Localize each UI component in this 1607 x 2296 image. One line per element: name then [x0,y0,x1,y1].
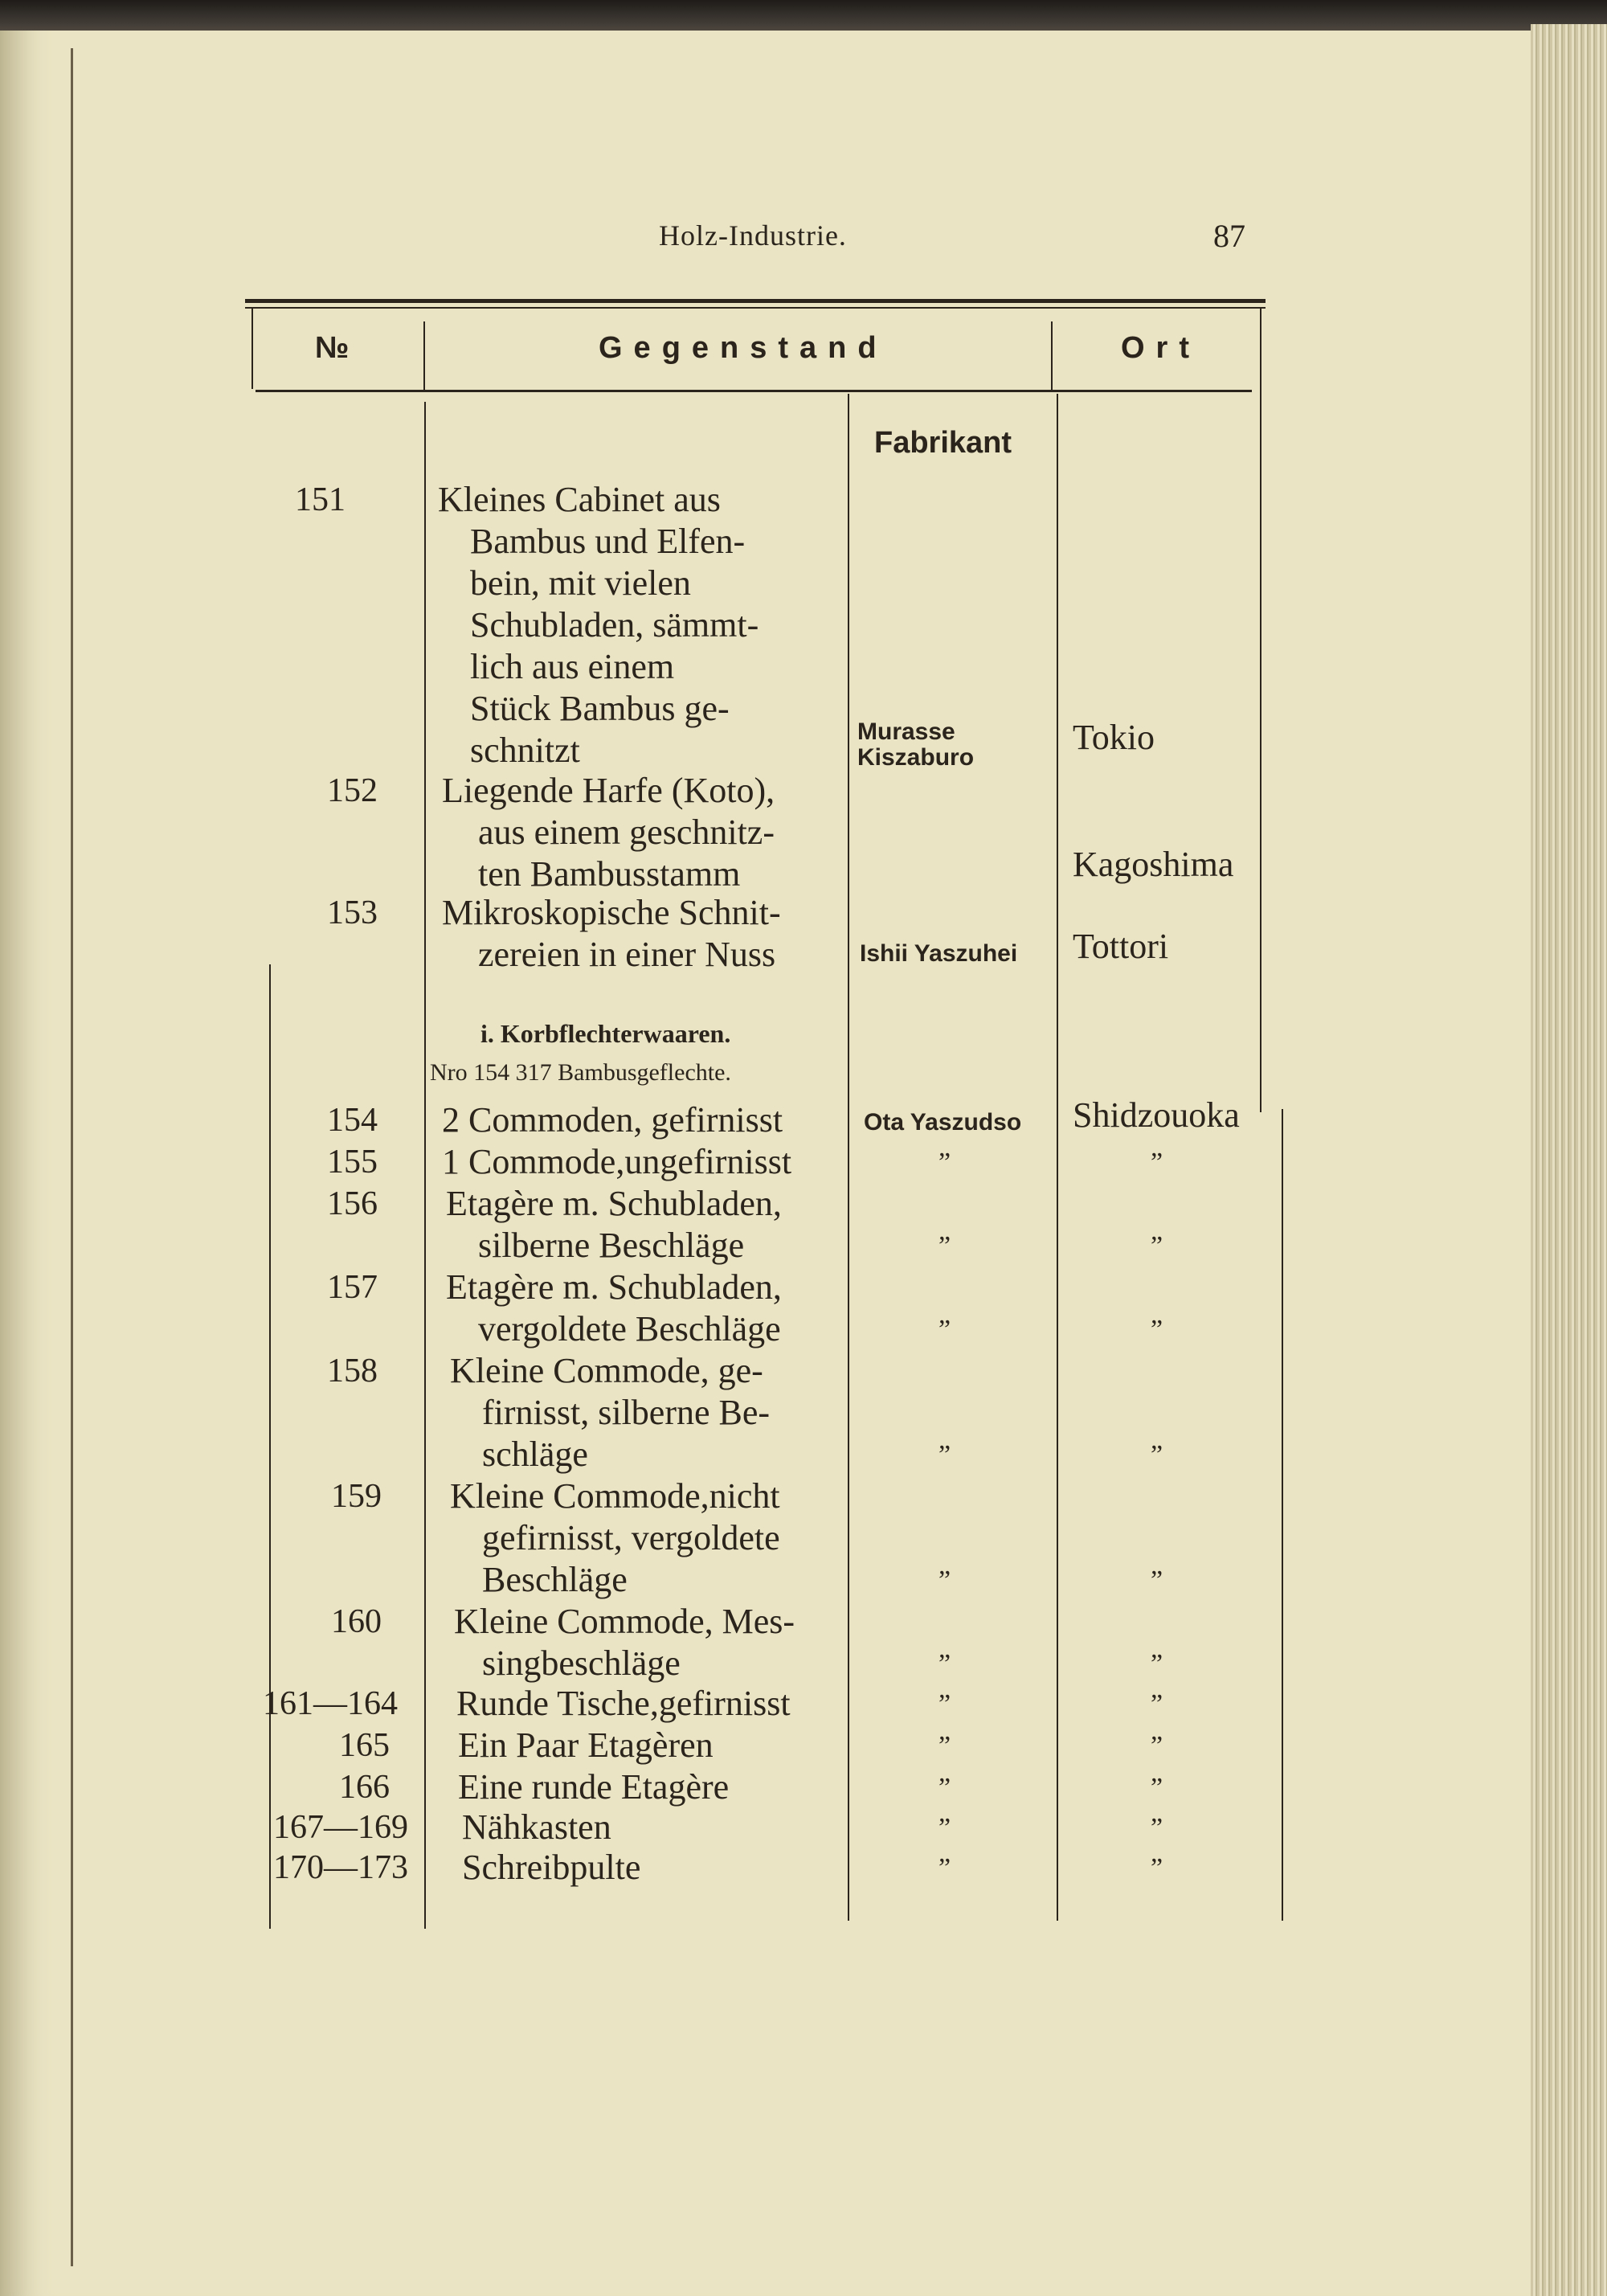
row-number: 156 [327,1185,378,1222]
ditto-mark: ” [938,1440,951,1470]
item-text: 1 Commode,ungefirnisst [442,1142,792,1181]
item-text: schläge [482,1434,588,1474]
row-number: 159 [331,1478,382,1515]
row-number: 155 [327,1144,378,1181]
maker-name: Ota Yaszudso [864,1109,1022,1136]
maker-name: Ishii Yaszuhei [860,940,1018,967]
column-header-no: № [315,331,350,365]
ditto-mark: ” [938,1231,951,1261]
item-text: Schreibpulte [462,1848,641,1887]
gutter-fold [71,48,73,2266]
header-bottom-rule [256,390,1252,392]
place-name: Tottori [1073,927,1169,966]
table-left-border [251,309,253,389]
item-text: ten Bambusstamm [478,854,741,894]
ditto-mark: ” [1151,1731,1163,1761]
page-number: 87 [1213,218,1245,254]
section-title: i. Korbflechterwaaren. [480,1019,731,1048]
row-number: 170—173 [273,1849,408,1886]
table-right-border [1260,309,1261,1112]
item-text: firnisst, silberne Be- [482,1393,771,1432]
item-text: Etagère m. Schubladen, [446,1184,782,1223]
ditto-mark: ” [938,1565,951,1595]
place-name: Shidzouoka [1073,1095,1240,1135]
ditto-mark: ” [1151,1440,1163,1470]
row-number: 167—169 [273,1809,408,1846]
item-text: Beschläge [482,1560,628,1599]
table-top-rule-thin [245,307,1266,309]
place-column-rule [1057,394,1058,1921]
row-number: 153 [327,894,378,931]
row-number: 165 [339,1727,390,1764]
item-text: Nähkasten [462,1807,611,1847]
maker-name: Murasse Kiszaburo [857,718,975,771]
place-name: Kagoshima [1073,845,1234,884]
row-number: 158 [327,1353,378,1389]
item-text: Kleine Commode, Mes- [454,1602,795,1641]
item-text: aus einem geschnitz- [478,812,775,852]
row-number: 154 [327,1102,378,1139]
right-outer-rule [1282,1109,1283,1921]
ditto-mark: ” [938,1853,951,1883]
row-number: 152 [327,772,378,809]
ditto-mark: ” [938,1148,951,1177]
row-number: 160 [331,1603,382,1640]
ditto-mark: ” [1151,1231,1163,1261]
book-binding [0,0,1607,31]
item-text: Bambus und Elfen- [470,522,746,561]
item-text: Kleine Commode, ge- [450,1351,763,1390]
item-column-rule [848,394,849,1921]
page-edges [1531,24,1607,2296]
item-text: gefirnisst, vergoldete [482,1518,780,1557]
item-text: silberne Beschläge [478,1226,745,1265]
ditto-mark: ” [938,1649,951,1679]
item-text: Eine runde Etagère [458,1767,730,1807]
ditto-mark: ” [1151,1649,1163,1679]
ditto-mark: ” [938,1813,951,1843]
row-number: 157 [327,1269,378,1306]
header-divider-1 [423,321,425,390]
row-number: 151 [295,481,346,518]
item-text: bein, mit vielen [470,563,691,603]
ditto-mark: ” [1151,1148,1163,1177]
ditto-mark: ” [1151,1813,1163,1843]
item-text: lich aus einem [470,647,675,686]
header-divider-2 [1051,321,1053,390]
column-header-place: Ort [1121,331,1200,365]
item-text: Etagère m. Schubladen, [446,1267,782,1307]
item-text: singbeschläge [482,1643,681,1683]
item-text: Mikroskopische Schnit- [442,893,781,932]
table-top-rule [245,299,1266,303]
ditto-mark: ” [1151,1689,1163,1719]
item-text: Liegende Harfe (Koto), [442,771,775,810]
ditto-mark: ” [1151,1565,1163,1595]
item-text: schnitzt [470,731,580,770]
ditto-mark: ” [938,1731,951,1761]
running-header: Holz-Industrie. [659,219,847,252]
item-text: Ein Paar Etagèren [458,1725,714,1765]
ditto-mark: ” [1151,1773,1163,1803]
item-text: 2 Commoden, gefirnisst [442,1100,783,1140]
item-text: Kleine Commode,nicht [450,1476,780,1516]
column-header-maker: Fabrikant [874,426,1012,460]
ditto-mark: ” [938,1689,951,1719]
ditto-mark: ” [938,1773,951,1803]
ditto-mark: ” [938,1315,951,1344]
item-text: Kleines Cabinet aus [438,480,721,519]
column-header-item: Gegenstand [599,331,888,365]
ditto-mark: ” [1151,1853,1163,1883]
place-name: Tokio [1073,718,1155,757]
item-text: zereien in einer Nuss [478,935,776,974]
no-column-rule [424,402,426,1929]
item-text: Schubladen, sämmt- [470,605,759,645]
item-text: Runde Tische,gefirnisst [456,1684,791,1723]
row-number: 161—164 [263,1685,398,1722]
item-text: Stück Bambus ge- [470,689,730,728]
section-note: Nro 154 317 Bambusgeflechte. [430,1059,731,1086]
row-number: 166 [339,1769,390,1806]
item-text: vergoldete Beschläge [478,1309,781,1349]
ditto-mark: ” [1151,1315,1163,1344]
